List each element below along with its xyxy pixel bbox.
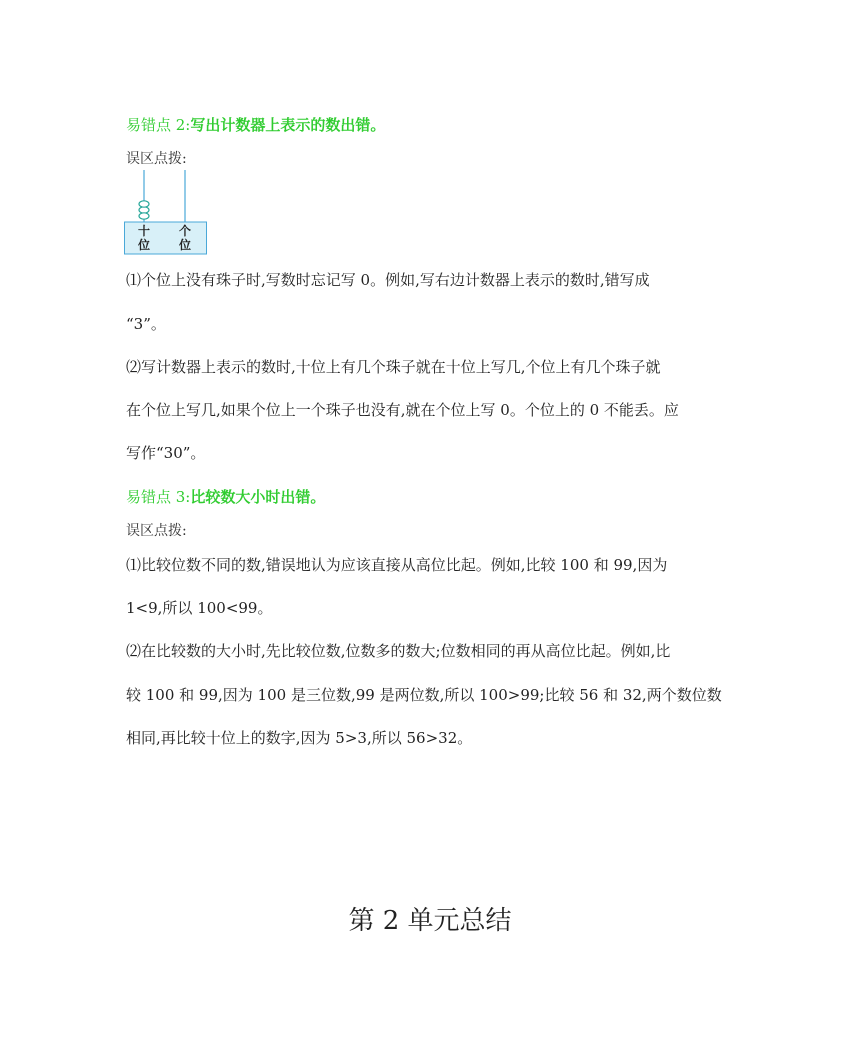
paragraph-line: 1<9,所以 100<99。 (126, 599, 273, 617)
abacus-base (125, 222, 207, 254)
error-point-3-prefix: 易错点 3: (126, 488, 191, 506)
paragraph-line: ⑵写计数器上表示的数时,十位上有几个珠子就在十位上写几,个位上有几个珠子就 (126, 358, 661, 376)
error-point-2-heading (126, 114, 385, 135)
paragraph-line: 较 100 和 99,因为 100 是三位数,99 是两位数,所以 100>99;比较 56 和 32,两个数位数 (126, 686, 722, 704)
paragraph-line: ⑴比较位数不同的数,错误地认为应该直接从高位比起。例如,比较 100 和 99,因为 (126, 556, 668, 574)
paragraph-line: ⑵在比较数的大小时,先比较位数,位数多的数大;位数相同的再从高位比起。例如,比 (126, 642, 671, 660)
tens-label-bottom: 位 (137, 238, 151, 252)
paragraph-line: 在个位上写几,如果个位上一个珠子也没有,就在个位上写 0。个位上的 0 不能丢。应 (126, 401, 679, 419)
tens-label-top: 十 (137, 224, 151, 238)
ones-label-bottom: 位 (178, 238, 192, 252)
bead (139, 213, 149, 219)
paragraph-line: 相同,再比较十位上的数字,因为 5>3,所以 56>32。 (126, 729, 473, 747)
error-point-2-title: 写出计数器上表示的数出错。 (190, 116, 386, 134)
unit-summary-title: 第 2 单元总结 (348, 906, 512, 936)
counter-abacus-illustration (124, 168, 208, 256)
misconception-label-3: 误区点拨: (126, 523, 187, 539)
paragraph-line: 写作“30”。 (126, 444, 206, 462)
misconception-label-2: 误区点拨: (126, 151, 187, 167)
ones-label-top: 个 (178, 224, 192, 238)
paragraph-line: ⑴个位上没有珠子时,写数时忘记写 0。例如,写右边计数器上表示的数时,错写成 (126, 271, 650, 289)
error-point-3-heading (126, 486, 325, 507)
paragraph-line: “3”。 (126, 315, 166, 333)
error-point-3-title: 比较数大小时出错。 (190, 488, 326, 506)
bead (139, 201, 149, 207)
error-point-2-prefix: 易错点 2: (126, 116, 191, 134)
